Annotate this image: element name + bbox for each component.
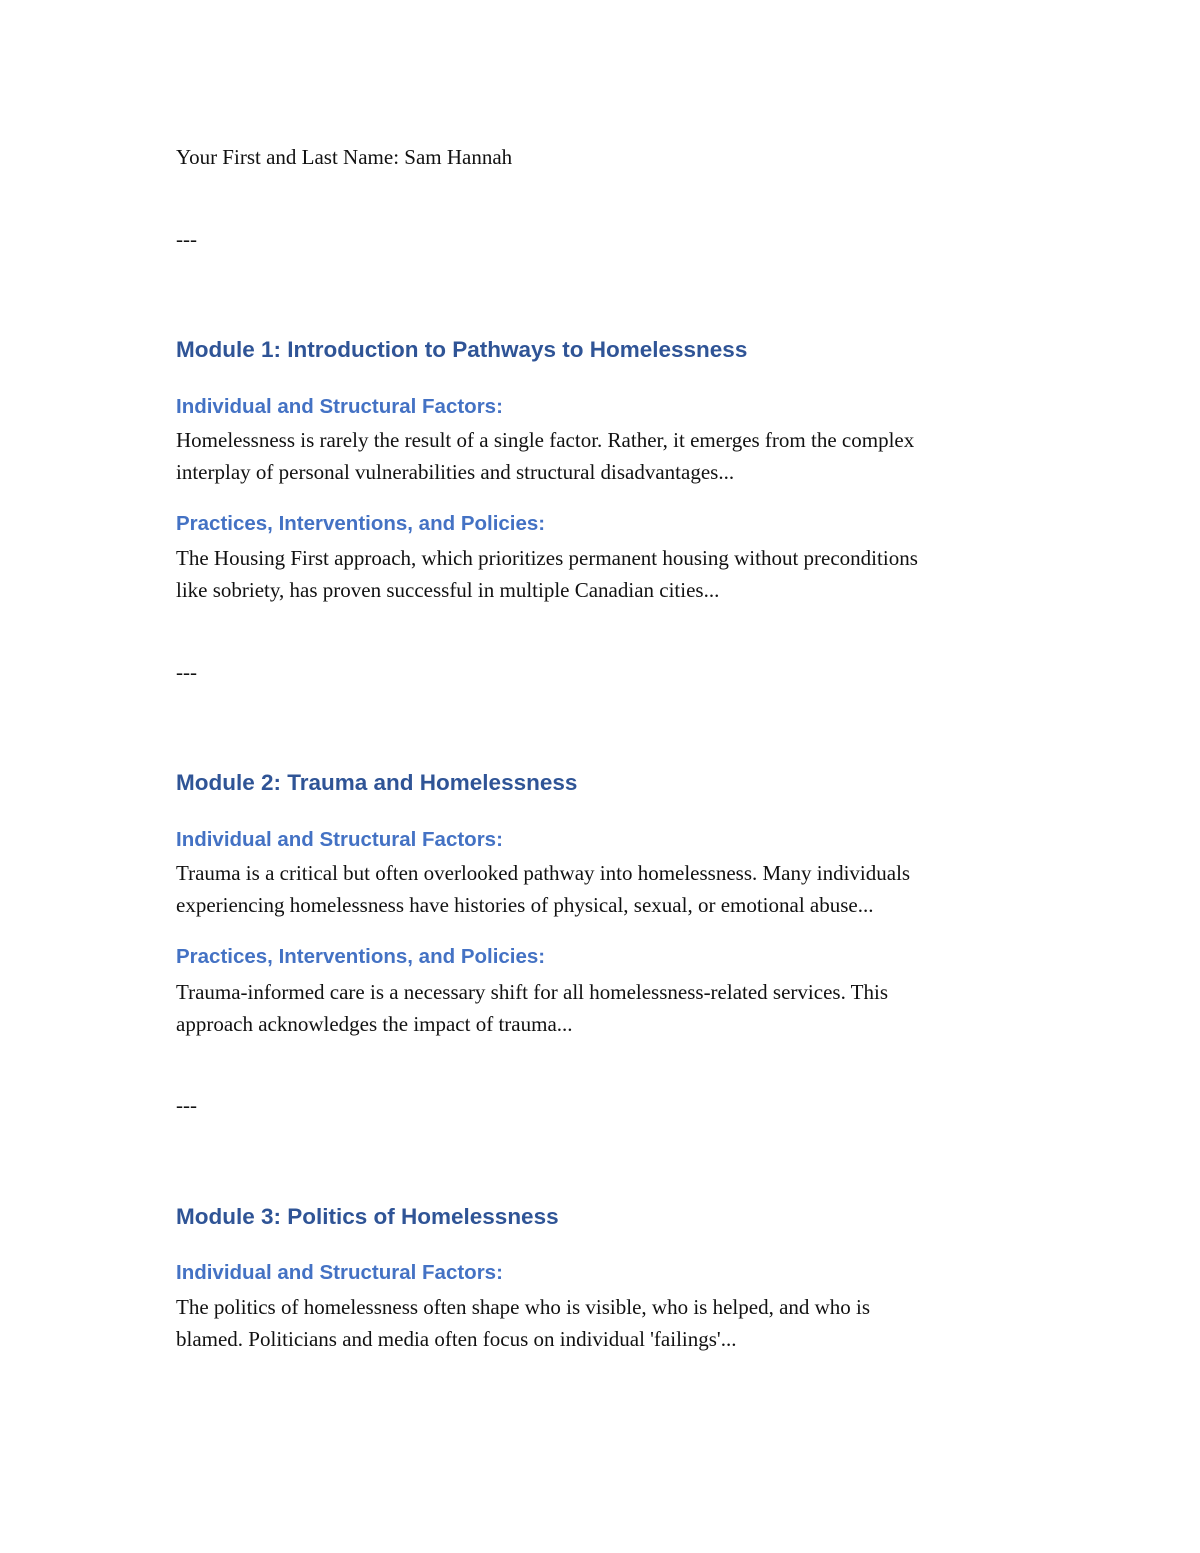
name-line: Your First and Last Name: Sam Hannah — [176, 145, 513, 169]
module-1-individual-structural-heading: Individual and Structural Factors: — [176, 395, 503, 418]
paragraph-line: interplay of personal vulnerabilities and structural disadvantages... — [176, 459, 735, 484]
paragraph-line: like sobriety, has proven successful in multiple Canadian cities... — [176, 577, 720, 602]
separator: --- — [176, 1093, 197, 1117]
paragraph-line: Trauma is a critical but often overlooked pathway into homelessness. Many individuals — [176, 861, 911, 885]
separator: --- — [176, 227, 197, 251]
module-2-individual-structural-paragraph — [176, 858, 1026, 921]
paragraph-line: The Housing First approach, which prioritizes permanent housing without preconditions — [176, 546, 918, 570]
module-1-practices-paragraph — [176, 543, 1026, 606]
module-1-title: Module 1: Introduction to Pathways to Homelessness — [176, 337, 748, 362]
module-2-individual-structural-heading: Individual and Structural Factors: — [176, 828, 503, 851]
module-3-individual-structural-paragraph — [176, 1292, 1026, 1355]
separator: --- — [176, 660, 197, 684]
module-3-title: Module 3: Politics of Homelessness — [176, 1204, 559, 1229]
paragraph-line: The politics of homelessness often shape who is visible, who is helped, and who is — [176, 1295, 871, 1319]
paragraph-line: Trauma-informed care is a necessary shift for all homelessness-related services. This — [176, 980, 889, 1004]
paragraph-line: blamed. Politicians and media often focus on individual 'failings'... — [176, 1326, 737, 1351]
module-2-title: Module 2: Trauma and Homelessness — [176, 770, 578, 795]
module-1-practices-heading: Practices, Interventions, and Policies: — [176, 512, 546, 535]
paragraph-line: Homelessness is rarely the result of a single factor. Rather, it emerges from the complex — [176, 428, 915, 452]
paragraph-line: experiencing homelessness have histories of physical, sexual, or emotional abuse... — [176, 892, 874, 917]
module-2-practices-paragraph — [176, 977, 1026, 1040]
module-2-practices-heading: Practices, Interventions, and Policies: — [176, 945, 546, 968]
paragraph-line: approach acknowledges the impact of trauma... — [176, 1011, 573, 1036]
module-3-individual-structural-heading: Individual and Structural Factors: — [176, 1261, 503, 1284]
module-1-individual-structural-paragraph — [176, 425, 1026, 488]
